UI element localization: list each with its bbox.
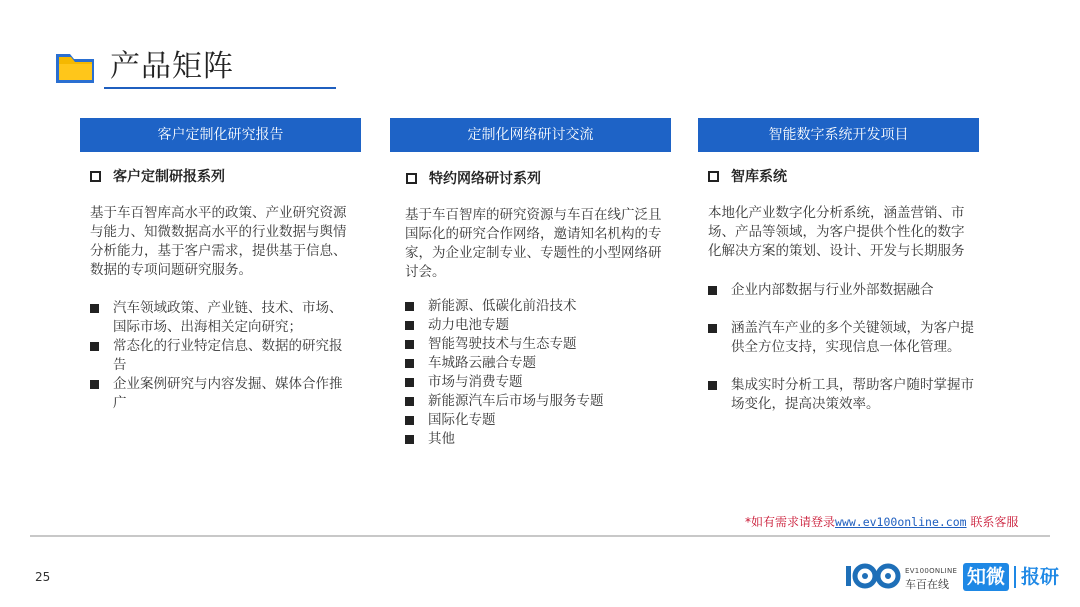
- column-header: 客户定制化研究报告: [80, 118, 361, 152]
- page-number: 25: [35, 570, 51, 584]
- hollow-square-bullet-icon: [406, 173, 417, 184]
- website-link[interactable]: www.ev100online.com: [835, 515, 967, 529]
- hollow-square-bullet-icon: [708, 171, 719, 182]
- column-paragraph: 本地化产业数字化分析系统，涵盖营销、市场、产品等领域，为客户提供个性化的数字化解决方案的策划、设计、开发与长期服务: [708, 205, 965, 259]
- filled-square-bullet-icon: [405, 416, 414, 425]
- list-item: 新能源、低碳化前沿技术: [405, 297, 665, 316]
- filled-square-bullet-icon: [708, 324, 717, 333]
- footer-contact-note: *如有需求请登录www.ev100online.com 联系客服: [745, 515, 1019, 529]
- column-paragraph: 基于车百智库高水平的政策、产业研究资源与能力、知微数据高水平的行业数据与舆情分析能力，基于客户需求，提供基于信息、数据的专项问题研究服务。: [90, 205, 347, 278]
- column-custom-reports: [80, 118, 361, 413]
- ev100-logo-icon: [845, 562, 903, 590]
- list-item: 企业内部数据与行业外部数据融合: [708, 281, 976, 300]
- column-bullet-list: [90, 299, 355, 413]
- page-title: 产品矩阵: [110, 49, 234, 84]
- column-paragraph: 基于车百智库的研究资源与车百在线广泛且国际化的研究合作网络，邀请知名机构的专家，为企业定制专业、专题性的小型网络研讨会。: [405, 207, 662, 280]
- list-item: 动力电池专题: [405, 316, 665, 335]
- list-item: 市场与消费专题: [405, 373, 665, 392]
- column-sub-title: [708, 166, 979, 186]
- column-sub-title: [90, 166, 361, 186]
- column-system-development: [698, 118, 979, 414]
- list-item: 涵盖汽车产业的多个关键领域，为客户提供全方位支持，实现信息一体化管理。: [708, 319, 976, 357]
- filled-square-bullet-icon: [708, 381, 717, 390]
- filled-square-bullet-icon: [405, 435, 414, 444]
- list-item: 企业案例研究与内容发掘、媒体合作推广: [90, 375, 355, 413]
- title-underline: [104, 87, 336, 89]
- filled-square-bullet-icon: [405, 378, 414, 387]
- sub-title-text: 客户定制研报系列: [113, 169, 225, 185]
- column-custom-seminars: [390, 118, 671, 449]
- list-item: 车城路云融合专题: [405, 354, 665, 373]
- filled-square-bullet-icon: [405, 321, 414, 330]
- list-item: 汽车领域政策、产业链、技术、市场、国际市场、出海相关定向研究；: [90, 299, 355, 337]
- column-sub-title: [406, 168, 671, 188]
- sub-title-text: 智库系统: [731, 169, 787, 185]
- filled-square-bullet-icon: [405, 340, 414, 349]
- list-item: 智能驾驶技术与生态专题: [405, 335, 665, 354]
- list-item: 集成实时分析工具，帮助客户随时掌握市场变化，提高决策效率。: [708, 376, 976, 414]
- filled-square-bullet-icon: [90, 342, 99, 351]
- column-bullet-list: [405, 297, 665, 449]
- filled-square-bullet-icon: [90, 304, 99, 313]
- hollow-square-bullet-icon: [90, 171, 101, 182]
- ev100-logo-text: EV100ONLINE 车百在线: [905, 567, 958, 591]
- column-header: 定制化网络研讨交流: [390, 118, 671, 152]
- list-item: 国际化专题: [405, 411, 665, 430]
- filled-square-bullet-icon: [405, 359, 414, 368]
- zhiwei-baoyan-logo: 知微 报研: [963, 563, 1059, 591]
- folder-icon: [54, 48, 96, 86]
- filled-square-bullet-icon: [708, 286, 717, 295]
- filled-square-bullet-icon: [405, 397, 414, 406]
- list-item: 新能源汽车后市场与服务专题: [405, 392, 665, 411]
- column-bullet-list: [708, 281, 976, 414]
- column-header: 智能数字系统开发项目: [698, 118, 979, 152]
- list-item: 其他: [405, 430, 665, 449]
- filled-square-bullet-icon: [405, 302, 414, 311]
- sub-title-text: 特约网络研讨系列: [429, 171, 541, 187]
- list-item: 常态化的行业特定信息、数据的研究报告: [90, 337, 355, 375]
- footer-divider: [30, 535, 1050, 537]
- filled-square-bullet-icon: [90, 380, 99, 389]
